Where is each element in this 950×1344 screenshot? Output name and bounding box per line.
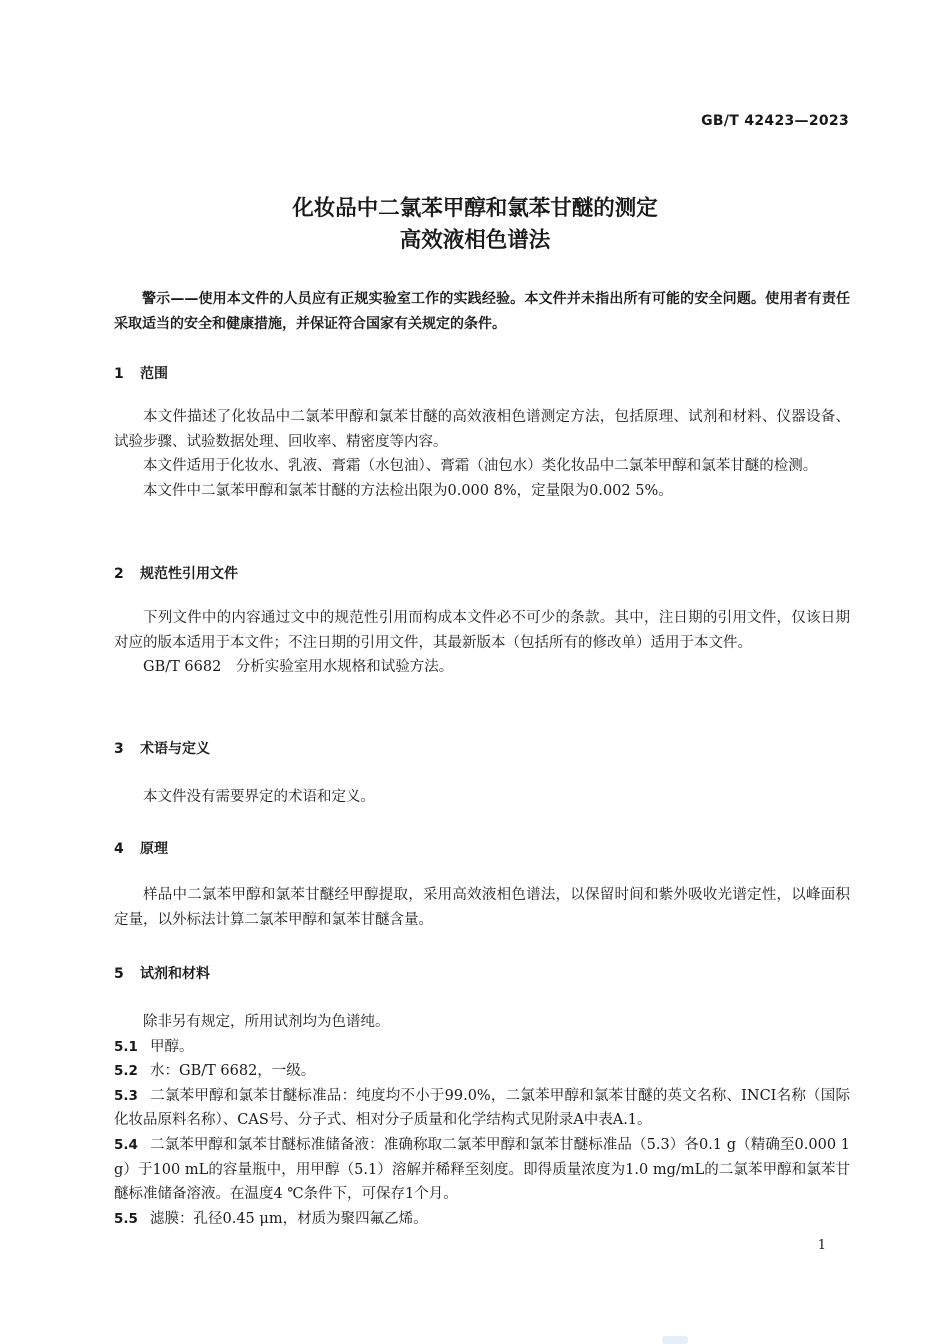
clause-5-2 xyxy=(114,1059,850,1084)
paragraph: 本文件描述了化妆品中二氯苯甲醇和氯苯甘醚的高效液相色谱测定方法，包括原理、试剂和材料、仪器设备、试验步骤、试验数据处理、回收率、精密度等内容。 xyxy=(114,409,850,450)
clause-5-3 xyxy=(114,1084,850,1133)
clause-number: 5.2 xyxy=(114,1063,138,1080)
document-title xyxy=(0,193,950,257)
paragraph: 除非另有规定，所用试剂均为色谱纯。 xyxy=(143,1014,390,1030)
standard-code: GB/T 42423—2023 xyxy=(701,113,849,129)
section-number: 3 xyxy=(114,741,124,757)
section-body-normative-references xyxy=(114,606,850,680)
clause-5-4 xyxy=(114,1133,850,1207)
clause-text: 二氯苯甲醇和氯苯甘醚标准储备液：准确称取二氯苯甲醇和氯苯甘醚标准品（5.3）各0.1 g（精确至0.000 1 g）于100 mL的容量瓶中，用甲醇（5.1）溶解并稀释至刻度。即得质量浓度为1.0 mg/mL的二氯苯甲醇和氯苯甘醚标准储备溶液。在温度4 ℃条件下，可保存1个月。 xyxy=(114,1136,850,1203)
section-number: 1 xyxy=(114,366,124,382)
section-title: 原理 xyxy=(140,841,168,857)
paragraph: 本文件中二氯苯甲醇和氯苯甘醚的方法检出限为0.000 8%，定量限为0.002 5%。 xyxy=(143,482,673,499)
paragraph: 本文件适用于化妆水、乳液、膏霜（水包油）、膏霜（油包水）类化妆品中二氯苯甲醇和氯苯甘醚的检测。 xyxy=(143,458,818,475)
reference-item: GB/T 6682 分析实验室用水规格和试验方法。 xyxy=(143,659,454,676)
title-line-1: 化妆品中二氯苯甲醇和氯苯甘醚的测定 xyxy=(292,196,658,221)
section-heading-terms xyxy=(114,738,210,758)
page-number: 1 xyxy=(817,1238,826,1253)
section-number: 4 xyxy=(114,841,124,857)
clause-5-5 xyxy=(114,1207,850,1232)
section-heading-reagents xyxy=(114,963,210,983)
clause-text: 甲醇。 xyxy=(150,1038,194,1055)
section-body-scope xyxy=(114,405,850,503)
section-heading-normative-references xyxy=(114,563,238,583)
clause-text: 二氯苯甲醇和氯苯甘醚标准品：纯度均不小于99.0%，二氯苯甲醇和氯苯甘醚的英文名称、INCI名称（国际化妆品原料名称）、CAS号、分子式、相对分子质量和化学结构式见附录A中表A.1。 xyxy=(114,1087,850,1129)
section-title: 规范性引用文件 xyxy=(140,566,238,582)
section-title: 范围 xyxy=(140,366,168,382)
clause-number: 5.5 xyxy=(114,1210,138,1227)
section-number: 5 xyxy=(114,966,124,982)
paragraph: 样品中二氯苯甲醇和氯苯甘醚经甲醇提取，采用高效液相色谱法，以保留时间和紫外吸收光谱定性，以峰面积定量，以外标法计算二氯苯甲醇和氯苯甘醚含量。 xyxy=(114,887,850,928)
section-body-reagents xyxy=(114,1010,850,1231)
section-body-terms xyxy=(114,785,850,810)
section-title: 试剂和材料 xyxy=(140,966,210,982)
clause-text: 滤膜：孔径0.45 μm，材质为聚四氟乙烯。 xyxy=(150,1210,428,1227)
clause-number: 5.4 xyxy=(114,1136,138,1153)
clause-text: 水：GB/T 6682，一级。 xyxy=(150,1063,316,1080)
safety-warning: 警示——使用本文件的人员应有正规实验室工作的实践经验。本文件并未指出所有可能的安全问题。使用者有责任采取适当的安全和健康措施，并保证符合国家有关规定的条件。 xyxy=(114,291,850,332)
paragraph: 本文件没有需要界定的术语和定义。 xyxy=(143,789,375,805)
section-body-principle xyxy=(114,883,850,932)
clause-5-1 xyxy=(114,1035,850,1060)
title-line-2: 高效液相色谱法 xyxy=(399,228,551,253)
section-number: 2 xyxy=(114,566,124,582)
paragraph: 下列文件中的内容通过文中的规范性引用而构成本文件必不可少的条款。其中，注日期的引用文件，仅该日期对应的版本适用于本文件；不注日期的引用文件，其最新版本（包括所有的修改单）适用于本文件。 xyxy=(114,610,850,651)
scan-artifact xyxy=(662,1336,688,1344)
section-heading-principle xyxy=(114,838,168,858)
clause-number: 5.3 xyxy=(114,1087,138,1104)
section-heading-scope xyxy=(114,363,168,383)
clause-number: 5.1 xyxy=(114,1038,138,1055)
section-title: 术语与定义 xyxy=(140,741,210,757)
